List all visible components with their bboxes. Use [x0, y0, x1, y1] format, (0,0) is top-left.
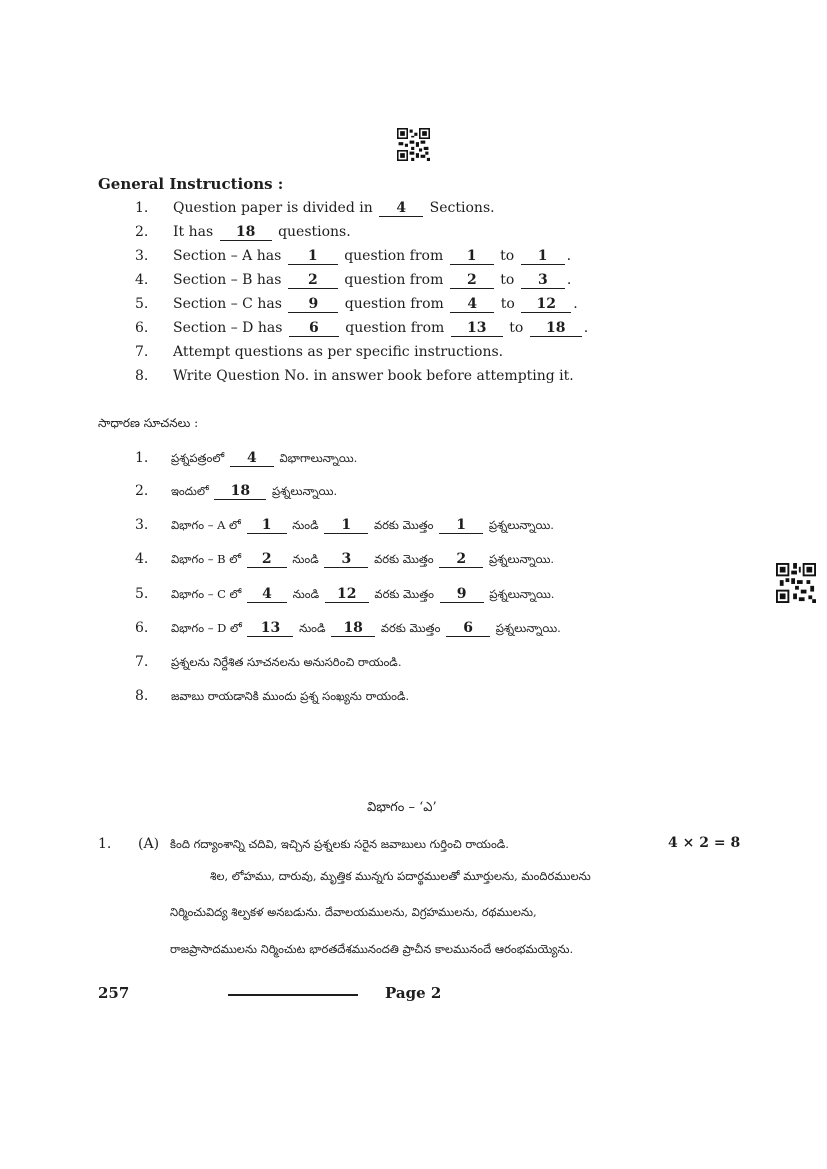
general-instruction-8: 8. Write Question No. in answer book before attempting it. [135, 368, 574, 384]
telugu-instruction-3: 3. విభాగం – A లో 1 నుండి 1 వరకు మొత్తం 1 ప్రశ్నలున్నాయి. [135, 517, 554, 533]
passage-line-1: శిల, లోహము, దారువు, మృత్తిక మున్నగు పదార్థములతో మూర్తులను, మందిరములను [210, 869, 591, 883]
qr-code-top-icon [397, 128, 430, 161]
general-instruction-1: 1. Question paper is divided in 4 Sections. [135, 200, 495, 216]
question-sub-label: (A) [138, 836, 160, 852]
blank-questions-count: 18 [220, 225, 272, 241]
general-instruction-5: 5. Section – C has 9 question from 4 to 12 . [135, 296, 578, 312]
general-instruction-4: 4. Section – B has 2 question from 2 to 3 . [135, 272, 572, 288]
paper-code: 257 [98, 984, 130, 1002]
general-instruction-7: 7. Attempt questions as per specific instructions. [135, 344, 504, 360]
question-marks: 4 × 2 = 8 [668, 835, 741, 851]
section-a-title: విభాగం – ‘ఎ’ [367, 800, 437, 815]
page-number: Page 2 [385, 984, 442, 1002]
telugu-instructions-title: సాధారణ సూచనలు : [98, 416, 199, 430]
blank-sections-count: 4 [379, 201, 423, 217]
telugu-instruction-2: 2. ఇందులో 18 ప్రశ్నలున్నాయి. [135, 483, 338, 499]
telugu-instruction-1: 1. ప్రశ్నపత్రంలో 4 విభాగాలున్నాయి. [135, 450, 358, 466]
general-instructions-title: General Instructions : [98, 175, 284, 193]
passage-line-3: రాజప్రాసాదములను నిర్మించుట భారతదేశమునందతి ప్రాచీన కాలమునందే ఆరంభమయ్యెను. [170, 942, 574, 956]
general-instruction-2: 2. It has 18 questions. [135, 224, 351, 240]
question-text: కింది గద్యాంశాన్ని చదివి, ఇచ్చిన ప్రశ్నలకు సరైన జవాబులు గుర్తించి రాయండి. [170, 837, 509, 851]
general-instruction-6: 6. Section – D has 6 question from 13 to 18 . [135, 320, 589, 336]
general-instruction-3: 3. Section – A has 1 question from 1 to 1 . [135, 248, 572, 264]
question-number: 1. [98, 836, 112, 852]
telugu-instruction-5: 5. విభాగం – C లో 4 నుండి 12 వరకు మొత్తం 9 ప్రశ్నలున్నాయి. [135, 586, 555, 602]
footer-divider [228, 994, 358, 996]
qr-code-side-icon [776, 563, 816, 603]
telugu-instruction-6: 6. విభాగం – D లో 13 నుండి 18 వరకు మొత్తం 6 ప్రశ్నలున్నాయి. [135, 620, 561, 636]
telugu-instruction-7: 7. ప్రశ్నలను నిర్దేశిత సూచనలను అనుసరించి రాయండి. [135, 654, 402, 670]
telugu-instruction-4: 4. విభాగం – B లో 2 నుండి 3 వరకు మొత్తం 2 ప్రశ్నలున్నాయి. [135, 551, 555, 567]
telugu-instruction-8: 8. జవాబు రాయడానికి ముందు ప్రశ్న సంఖ్యను రాయండి. [135, 688, 410, 704]
passage-line-2: నిర్మించువిద్య శిల్పకళ అనబడును. దేవాలయములను, విగ్రహములను, రథములను, [170, 905, 537, 919]
